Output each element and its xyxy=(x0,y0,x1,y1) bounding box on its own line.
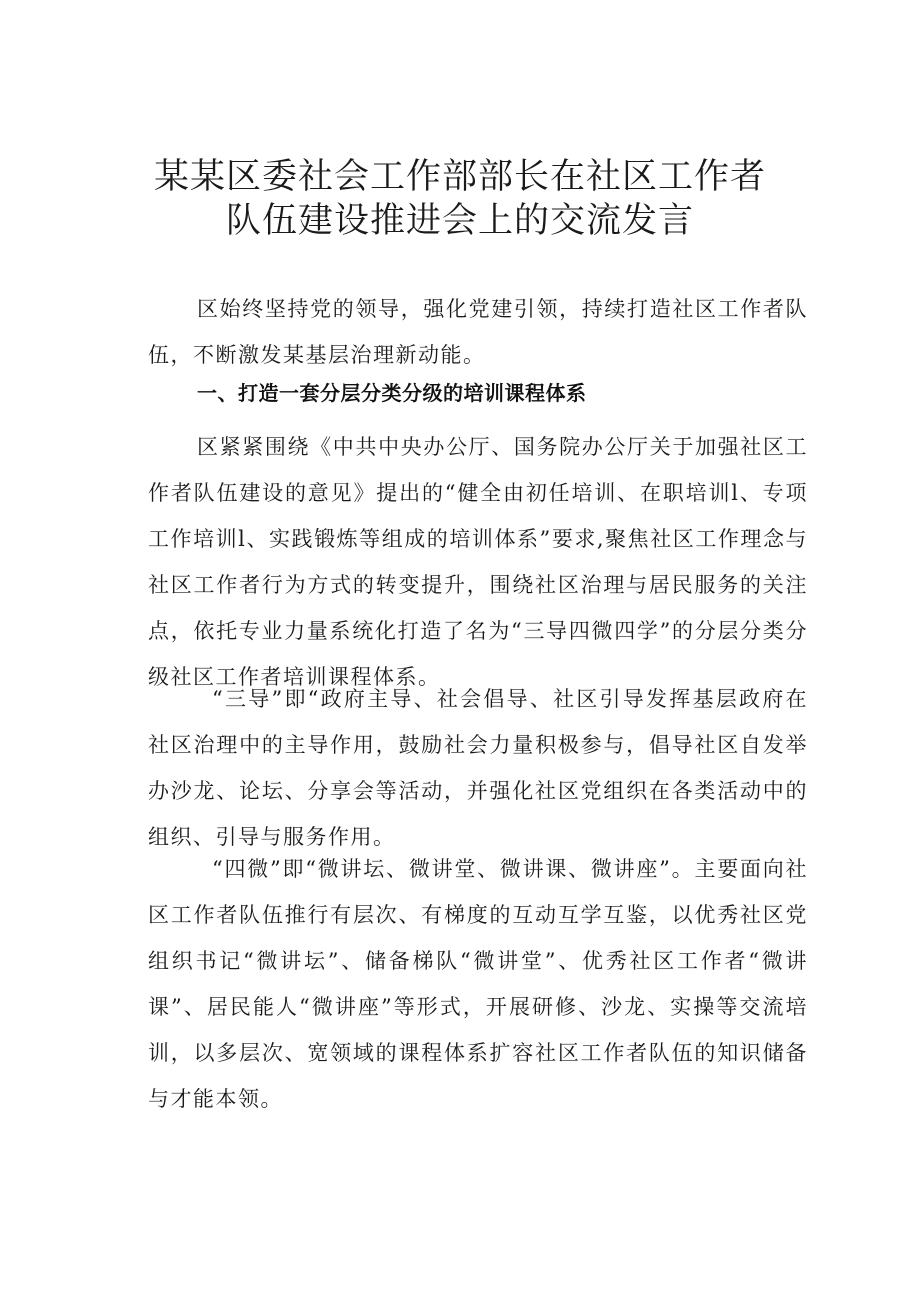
section-heading-1: 一、打造一套分层分类分级的培训课程体系 xyxy=(197,381,587,405)
body-paragraph-1: 区紧紧围绕《中共中央办公厅、国务院办公厅关于加强社区工作者队伍建设的意见》提出的“健全由初任培训、在职培训l、专项工作培训l、实践锻炼等组成的培训体系”要求,聚焦社区工作理念与社区工作者行为方式的转变提升，围绕社区治理与居民服务的关注点，依托专业力量系统化打造了名为“三导四微四学”的分层分类分级社区工作者培训课程体系。 xyxy=(148,435,808,689)
body-paragraph-3: “四微”即“微讲坛、微讲堂、微讲课、微讲座”。主要面向社区工作者队伍推行有层次、有梯度的互动互学互鉴，以优秀社区党组织书记“微讲坛”、储备梯队“微讲堂”、优秀社区工作者“微讲课”、居民能人“微讲座”等形式，开展研修、沙龙、实操等交流培训，以多层次、宽领域的课程体系扩容社区工作者队伍的知识储备与才能本领。 xyxy=(148,857,808,1111)
intro-paragraph: 区始终坚持党的领导，强化党建引领，持续打造社区工作者队伍，不断激发某基层治理新动能。 xyxy=(148,297,808,367)
body-paragraph-2: “三导”即“政府主导、社会倡导、社区引导发挥基层政府在社区治理中的主导作用，鼓励社会力量积极参与，倡导社区自发举办沙龙、论坛、分享会等活动，并强化社区党组织在各类活动中的组织、引导与服务作用。 xyxy=(148,687,808,849)
document-title-line-1: 某某区委社会工作部部长在社区工作者 xyxy=(153,157,766,197)
document-title-line-2: 队伍建设推进会上的交流发言 xyxy=(225,201,694,241)
